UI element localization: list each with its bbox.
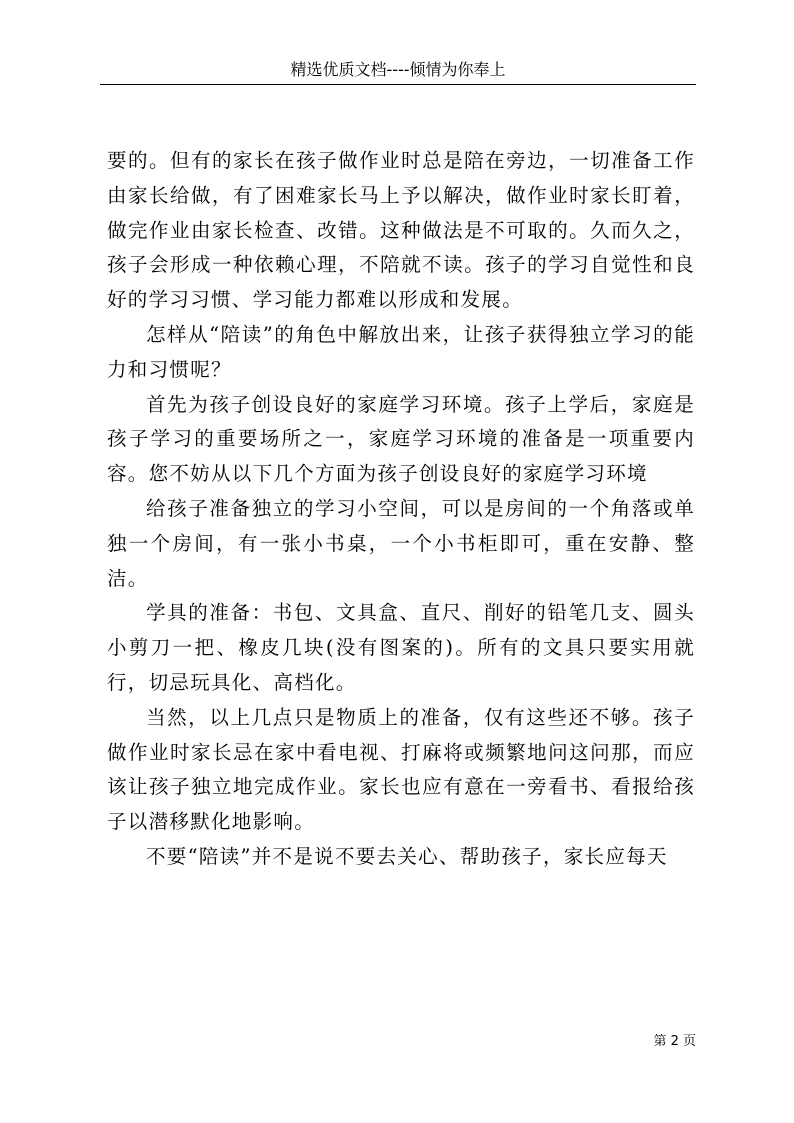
- paragraph: 首先为孩子创设良好的家庭学习环境。孩子上学后，家庭是孩子学习的重要场所之一，家庭学习环境的准备是一项重要内容。您不妨从以下几个方面为孩子创设良好的家庭学习环境: [107, 392, 695, 486]
- page-number: 第 2 页: [653, 1034, 696, 1049]
- header-title: 精选优质文档----倾情为你奉上: [290, 60, 506, 79]
- paragraph: 当然，以上几点只是物质上的准备，仅有这些还不够。孩子做作业时家长忌在家中看电视、打麻将或频繁地问这问那，而应该让孩子独立地完成作业。家长也应有意在一旁看书、看报给孩子以潜移默化地影响。: [107, 705, 695, 834]
- paragraph: 怎样从“陪读”的角色中解放出来，让孩子获得独立学习的能力和习惯呢？: [107, 322, 695, 381]
- paragraph: 不要“陪读”并不是说不要去关心、帮助孩子，家长应每天: [146, 844, 668, 868]
- page-header: [100, 56, 696, 85]
- document-body: [107, 144, 695, 875]
- paragraph-continuation: 要的。但有的家长在孩子做作业时总是陪在旁边，一切准备工作由家长给做，有了困难家长马上予以解决，做作业时家长盯着，做完作业由家长检查、改错。这种做法是不可取的。久而久之，孩子会形成一种依赖心理，不陪就不读。孩子的学习自觉性和良好的学习习惯、学习能力都难以形成和发展。: [107, 149, 695, 312]
- paragraph: 给孩子准备独立的学习小空间，可以是房间的一个角落或单独一个房间，有一张小书桌，一个小书柜即可，重在安静、整洁。: [107, 496, 695, 590]
- paragraph: 学具的准备：书包、文具盒、直尺、削好的铅笔几支、圆头小剪刀一把、橡皮几块(没有图案的)。所有的文具只要实用就行，切忌玩具化、高档化。: [107, 601, 695, 694]
